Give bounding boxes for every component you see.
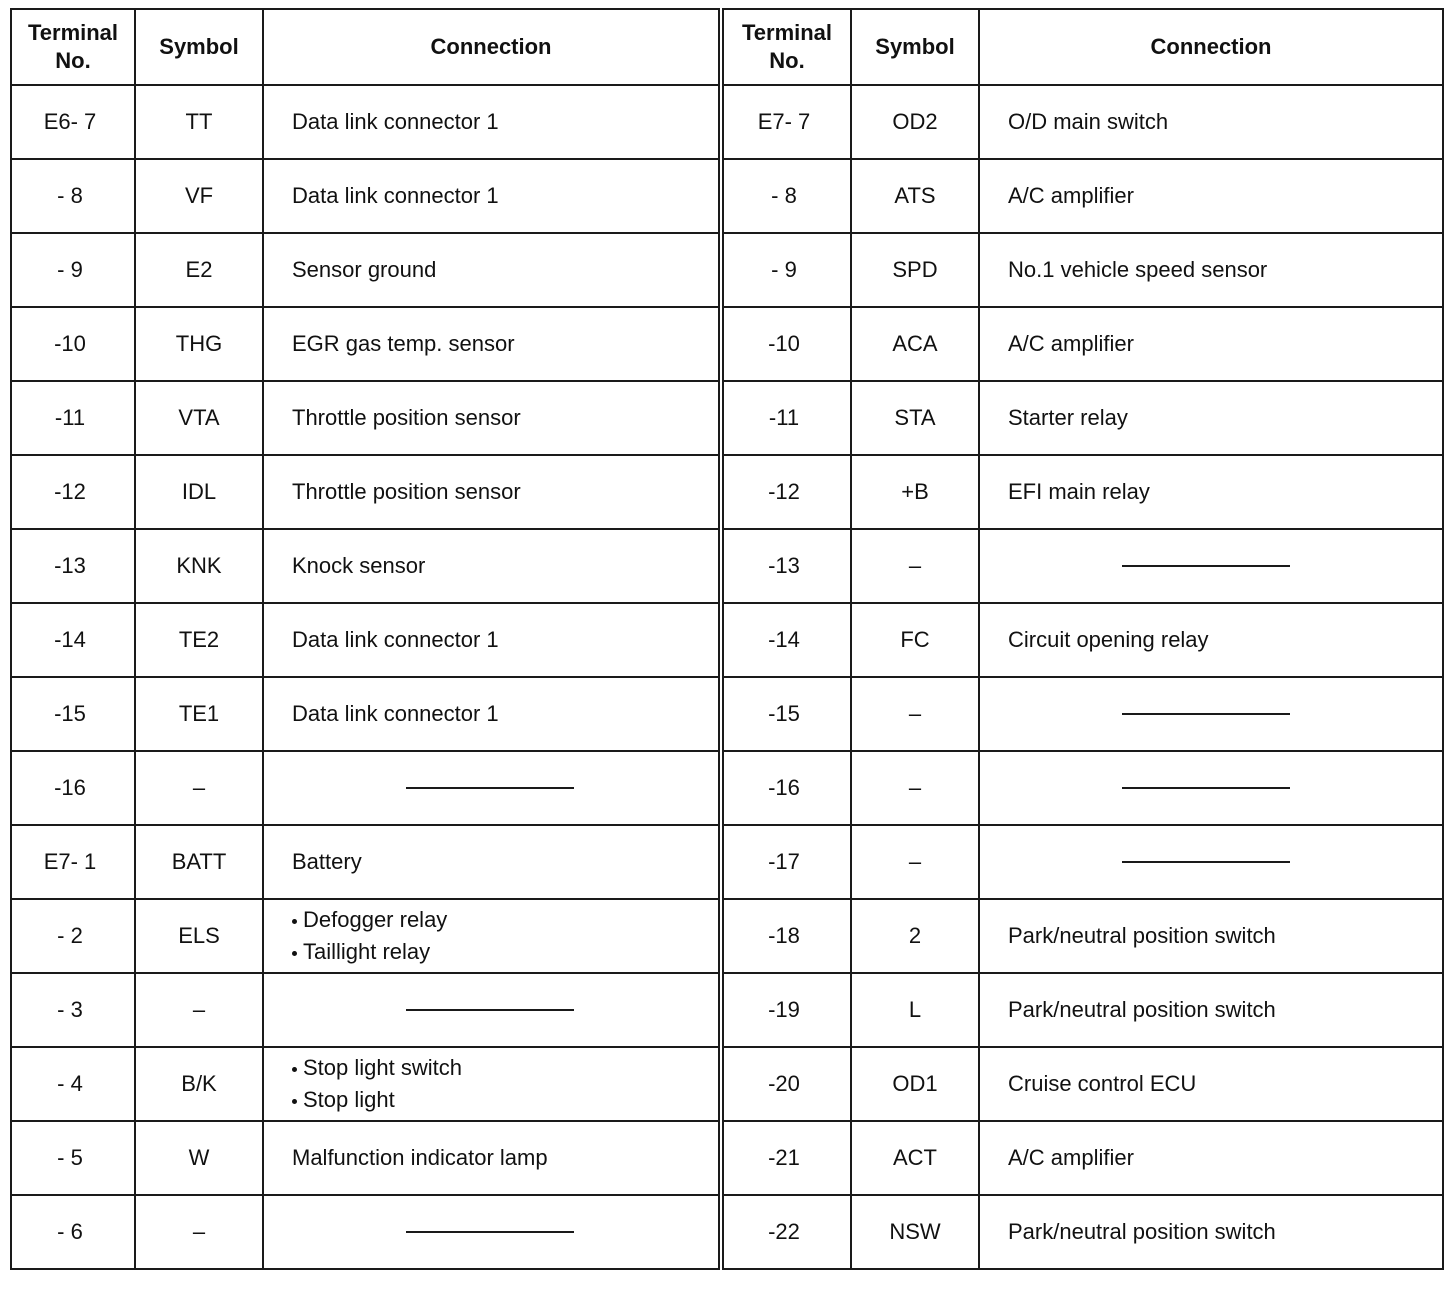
connection-text: O/D main switch: [1008, 109, 1169, 134]
terminal-cell: -14: [11, 603, 135, 677]
symbol-cell: VTA: [135, 381, 263, 455]
table-row: [11, 529, 1443, 603]
terminal-cell: -10: [11, 307, 135, 381]
symbol-cell: ACA: [851, 307, 979, 381]
table-row: [11, 899, 1443, 973]
symbol-cell: L: [851, 973, 979, 1047]
connection-text: Cruise control ECU: [1008, 1071, 1197, 1096]
connection-cell: [263, 529, 721, 603]
bullet-icon: [292, 951, 297, 956]
connection-cell: [263, 85, 721, 159]
connection-cell: [263, 455, 721, 529]
terminal-cell: -14: [721, 603, 851, 677]
table-row: [11, 1195, 1443, 1269]
symbol-cell: TT: [135, 85, 263, 159]
connection-cell: [979, 85, 1443, 159]
symbol-cell: E2: [135, 233, 263, 307]
terminal-cell: -11: [721, 381, 851, 455]
symbol-cell: W: [135, 1121, 263, 1195]
connection-cell: [263, 307, 721, 381]
connection-cell: [979, 973, 1443, 1047]
symbol-cell: SPD: [851, 233, 979, 307]
connection-text: Battery: [292, 849, 362, 874]
table-row: [11, 233, 1443, 307]
connection-cell: [979, 825, 1443, 899]
table-row: [11, 1047, 1443, 1121]
symbol-cell: ELS: [135, 899, 263, 973]
symbol-cell: –: [851, 751, 979, 825]
connection-cell: [979, 1121, 1443, 1195]
symbol-cell: THG: [135, 307, 263, 381]
no-connection-line: [406, 787, 574, 789]
table-row: [11, 1121, 1443, 1195]
table-row: [11, 159, 1443, 233]
table-row: [11, 455, 1443, 529]
terminal-connection-table: [10, 8, 1444, 1270]
connection-cell: [263, 1047, 721, 1121]
connection-text: Starter relay: [1008, 405, 1128, 430]
connection-text: Data link connector 1: [292, 627, 499, 652]
terminal-cell: - 9: [11, 233, 135, 307]
terminal-cell: E7- 7: [721, 85, 851, 159]
table-row: [11, 751, 1443, 825]
table-row: [11, 307, 1443, 381]
header-terminal-line1: Terminal: [741, 20, 833, 45]
terminal-cell: -12: [11, 455, 135, 529]
symbol-cell: TE1: [135, 677, 263, 751]
symbol-cell: ATS: [851, 159, 979, 233]
terminal-cell: -22: [721, 1195, 851, 1269]
symbol-cell: OD2: [851, 85, 979, 159]
terminal-cell: - 5: [11, 1121, 135, 1195]
connection-cell: [263, 233, 721, 307]
terminal-cell: E6- 7: [11, 85, 135, 159]
connection-text: Sensor ground: [292, 257, 437, 282]
terminal-cell: -18: [721, 899, 851, 973]
connection-cell: [263, 603, 721, 677]
terminal-cell: - 3: [11, 973, 135, 1047]
terminal-cell: -15: [11, 677, 135, 751]
connection-cell: [263, 381, 721, 455]
terminal-cell: -16: [11, 751, 135, 825]
terminal-cell: - 4: [11, 1047, 135, 1121]
connection-text: Stop light: [303, 1087, 395, 1112]
table-row: [11, 381, 1443, 455]
table-row: [11, 825, 1443, 899]
connection-cell: [263, 751, 721, 825]
connection-cell: [979, 1195, 1443, 1269]
header-symbol-right: Symbol: [851, 9, 979, 85]
terminal-cell: -21: [721, 1121, 851, 1195]
connection-text: Park/neutral position switch: [1008, 923, 1276, 948]
connection-cell: [263, 159, 721, 233]
connection-text: Data link connector 1: [292, 701, 499, 726]
header-terminal-line2: No.: [55, 48, 91, 73]
connection-text: Throttle position sensor: [292, 405, 521, 430]
header-row: [11, 9, 1443, 85]
connection-cell: [263, 973, 721, 1047]
connection-cell: [979, 751, 1443, 825]
symbol-cell: –: [851, 825, 979, 899]
terminal-cell: - 8: [721, 159, 851, 233]
no-connection-line: [1122, 861, 1290, 863]
connection-text: Malfunction indicator lamp: [292, 1145, 548, 1170]
connection-bullet-item: [292, 1084, 718, 1116]
connection-text: A/C amplifier: [1008, 331, 1134, 356]
table-row: [11, 603, 1443, 677]
terminal-cell: - 9: [721, 233, 851, 307]
header-symbol-left: Symbol: [135, 9, 263, 85]
symbol-cell: BATT: [135, 825, 263, 899]
connection-text: Throttle position sensor: [292, 479, 521, 504]
connection-bullet-item: [292, 936, 718, 968]
terminal-cell: -20: [721, 1047, 851, 1121]
terminal-cell: - 8: [11, 159, 135, 233]
connection-cell: [979, 899, 1443, 973]
connection-text: Defogger relay: [303, 907, 448, 932]
terminal-cell: -17: [721, 825, 851, 899]
connection-text: Stop light switch: [303, 1055, 462, 1080]
symbol-cell: –: [135, 1195, 263, 1269]
connection-cell: [979, 381, 1443, 455]
no-connection-line: [1122, 713, 1290, 715]
connection-text: A/C amplifier: [1008, 1145, 1134, 1170]
no-connection-line: [406, 1231, 574, 1233]
symbol-cell: –: [135, 973, 263, 1047]
no-connection-line: [406, 1009, 574, 1011]
terminal-cell: -15: [721, 677, 851, 751]
connection-bullet-item: [292, 1052, 718, 1084]
connection-text: Data link connector 1: [292, 109, 499, 134]
connection-cell: [263, 677, 721, 751]
header-terminal-right: [721, 9, 851, 85]
connection-cell: [263, 899, 721, 973]
symbol-cell: –: [851, 529, 979, 603]
terminal-cell: - 2: [11, 899, 135, 973]
symbol-cell: –: [851, 677, 979, 751]
header-connection-left: Connection: [263, 9, 721, 85]
table-row: [11, 677, 1443, 751]
symbol-cell: NSW: [851, 1195, 979, 1269]
symbol-cell: B/K: [135, 1047, 263, 1121]
connection-cell: [979, 677, 1443, 751]
no-connection-line: [1122, 787, 1290, 789]
connection-text: Data link connector 1: [292, 183, 499, 208]
connection-text: Taillight relay: [303, 939, 431, 964]
bullet-icon: [292, 1067, 297, 1072]
header-terminal-line2: No.: [769, 48, 805, 73]
terminal-cell: -16: [721, 751, 851, 825]
connection-cell: [979, 455, 1443, 529]
terminal-cell: -13: [721, 529, 851, 603]
symbol-cell: 2: [851, 899, 979, 973]
connection-cell: [263, 1121, 721, 1195]
terminal-cell: E7- 1: [11, 825, 135, 899]
bullet-icon: [292, 1099, 297, 1104]
terminal-cell: -19: [721, 973, 851, 1047]
symbol-cell: STA: [851, 381, 979, 455]
connection-cell: [979, 1047, 1443, 1121]
connection-text: Circuit opening relay: [1008, 627, 1209, 652]
symbol-cell: VF: [135, 159, 263, 233]
symbol-cell: KNK: [135, 529, 263, 603]
connection-cell: [979, 529, 1443, 603]
symbol-cell: –: [135, 751, 263, 825]
connection-cell: [263, 1195, 721, 1269]
connection-text: Knock sensor: [292, 553, 426, 578]
terminal-cell: -10: [721, 307, 851, 381]
symbol-cell: ACT: [851, 1121, 979, 1195]
header-terminal-left: [11, 9, 135, 85]
connection-cell: [263, 825, 721, 899]
connection-text: EFI main relay: [1008, 479, 1150, 504]
symbol-cell: FC: [851, 603, 979, 677]
connection-bullet-item: [292, 904, 718, 936]
connection-text: No.1 vehicle speed sensor: [1008, 257, 1268, 282]
terminal-cell: -13: [11, 529, 135, 603]
connection-text: Park/neutral position switch: [1008, 1219, 1276, 1244]
header-terminal-line1: Terminal: [27, 20, 119, 45]
symbol-cell: +B: [851, 455, 979, 529]
table-row: [11, 973, 1443, 1047]
connection-cell: [979, 603, 1443, 677]
no-connection-line: [1122, 565, 1290, 567]
connection-cell: [979, 307, 1443, 381]
bullet-icon: [292, 919, 297, 924]
connection-cell: [979, 159, 1443, 233]
terminal-cell: -12: [721, 455, 851, 529]
header-connection-right: Connection: [979, 9, 1443, 85]
terminal-cell: -11: [11, 381, 135, 455]
connection-text: Park/neutral position switch: [1008, 997, 1276, 1022]
table-body: [11, 85, 1443, 1269]
connection-text: EGR gas temp. sensor: [292, 331, 515, 356]
symbol-cell: TE2: [135, 603, 263, 677]
connection-cell: [979, 233, 1443, 307]
symbol-cell: OD1: [851, 1047, 979, 1121]
symbol-cell: IDL: [135, 455, 263, 529]
connection-text: A/C amplifier: [1008, 183, 1134, 208]
table-row: [11, 85, 1443, 159]
terminal-cell: - 6: [11, 1195, 135, 1269]
